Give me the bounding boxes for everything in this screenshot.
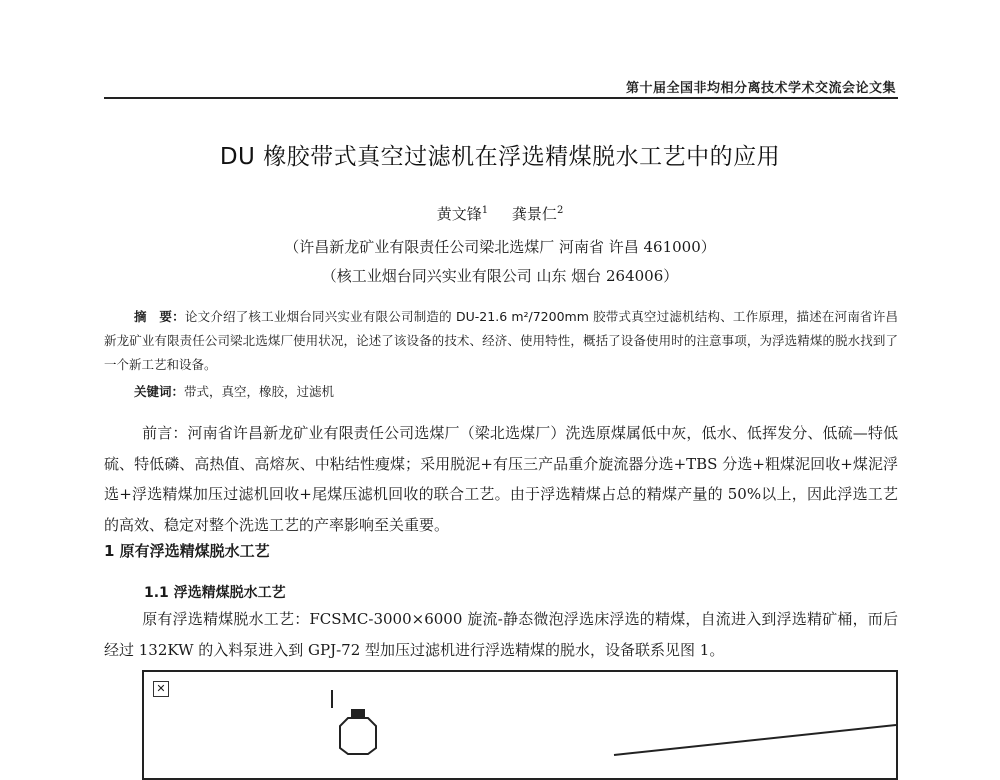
author-1: 黄文锋 (436, 205, 482, 223)
section-1-heading: 1 原有浮选精煤脱水工艺 (104, 542, 270, 560)
author-1-sup: 1 (481, 205, 489, 216)
keywords-label: 关键词： (134, 384, 185, 399)
figure-1-drawing (144, 672, 896, 762)
author-2-sup: 2 (556, 205, 564, 216)
authors (0, 203, 1000, 224)
section-1-1-heading: 1.1 浮选精煤脱水工艺 (144, 585, 286, 601)
figure-1-frame (142, 670, 898, 780)
author-2: 龚景仁 (511, 205, 557, 223)
keywords-text: 带式，真空，橡胶，过滤机 (184, 384, 335, 399)
intro-text: 前言：河南省许昌新龙矿业有限责任公司选煤厂（梁北选煤厂）洗选原煤属低中灰，低水、低挥发分、低硫—特低硫、特低磷、高热值、高熔灰、中粘结性瘦煤；采用脱泥+有压三产品重介旋流器分选+TBS 分选+粗煤泥回收+煤泥浮选+浮选精煤加压过滤机回收+尾煤压滤机回收的联合工艺。由于浮选精煤占总的精煤产量的 50%以上，因此浮选工艺的高效、稳定对整个洗选工艺的产率影响至关重要。 (104, 424, 898, 534)
keywords (134, 382, 334, 400)
broken-image-icon: ✕ (153, 681, 169, 697)
intro-paragraph (104, 418, 898, 540)
affiliation-2: （核工业烟台同兴实业有限公司 山东 烟台 264006） (321, 267, 679, 285)
journal-header: 第十届全国非均相分离技术学术交流会论文集 (625, 81, 896, 96)
tank-icon (332, 690, 376, 754)
affiliation-1: （许昌新龙矿业有限责任公司梁北选煤厂 河南省 许昌 461000） (284, 238, 716, 256)
abstract (104, 305, 898, 377)
conveyor-line (614, 725, 896, 755)
abstract-text: 论文介绍了核工业烟台同兴实业有限公司制造的 DU-21.6 m²/7200mm 胶带式真空过滤机结构、工作原理，描述在河南省许昌新龙矿业有限责任公司梁北选煤厂使用状况，论述了该设备的技术、经济、使用特性，概括了设备使用时的注意事项，为浮选精煤的脱水找到了一个新工艺和设备。 (104, 309, 898, 372)
header-rule (104, 97, 898, 99)
section-1-1-text: 原有浮选精煤脱水工艺：FCSMC-3000×6000 旋流-静态微泡浮选床浮选的精煤，自流进入到浮选精矿桶，而后经过 132KW 的入料泵进入到 GPJ-72 型加压过滤机进行浮选精煤的脱水，设备联系见图 1。 (104, 610, 898, 659)
paper-title: DU 橡胶带式真空过滤机在浮选精煤脱水工艺中的应用 (219, 144, 781, 170)
section-1-1-paragraph (104, 604, 898, 665)
abstract-label: 摘 要： (134, 309, 185, 324)
